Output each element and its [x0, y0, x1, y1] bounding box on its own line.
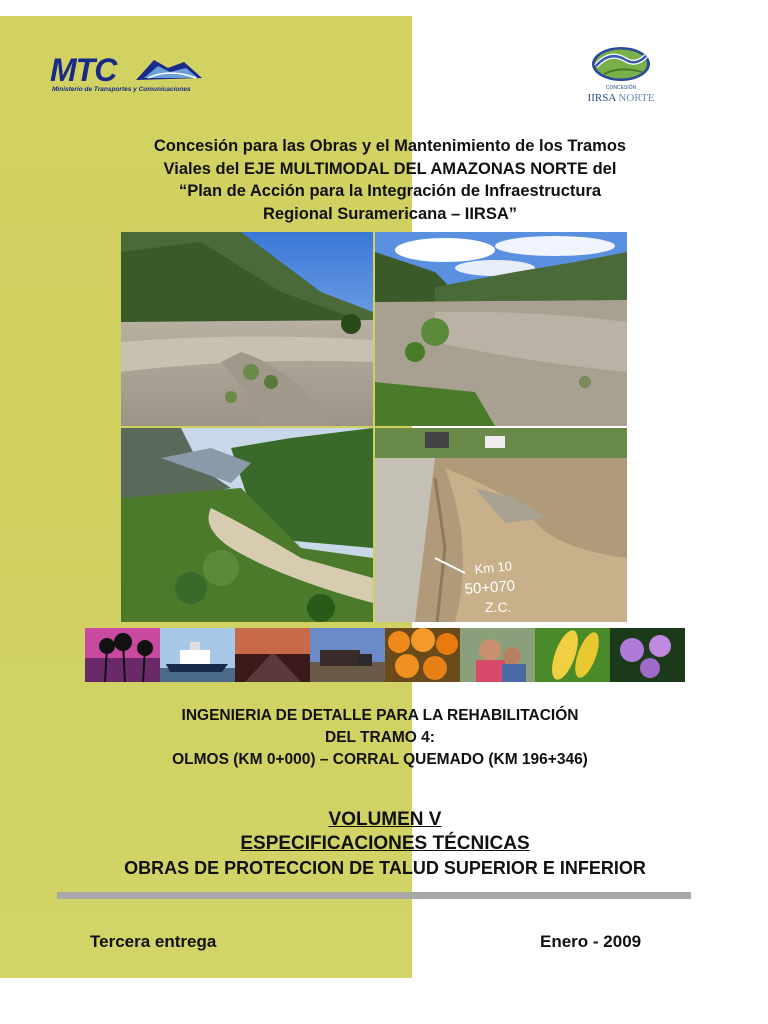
- volume-block: [40, 808, 730, 880]
- strip-palm-trees: [85, 628, 160, 682]
- strip-orchids: [610, 628, 685, 682]
- mtc-logo: [50, 52, 210, 96]
- strip-oranges: [385, 628, 460, 682]
- main-title: [90, 135, 690, 225]
- strip-child: [460, 628, 535, 682]
- iirsa-name-part2: NORTE: [618, 92, 655, 104]
- mtc-logo-subtitle: Ministerio de Transportes y Comunicaciones: [52, 86, 191, 93]
- photo-wide-riverbed: [375, 232, 627, 426]
- project-line-1: INGENIERIA DE DETALLE PARA LA REHABILITACIÓN: [181, 707, 579, 724]
- project-title: [100, 705, 660, 771]
- project-line-2: DEL TRAMO 4:: [325, 729, 435, 746]
- edition-label: Tercera entrega: [90, 932, 217, 951]
- iirsa-name-part1: IIRSA: [587, 92, 616, 104]
- divider-bar: [57, 892, 691, 899]
- volume-subtitle: ESPECIFICACIONES TÉCNICAS: [240, 833, 530, 854]
- iirsa-norte-logo: [582, 44, 662, 110]
- title-line-4: Regional Suramericana – IIRSA”: [262, 204, 517, 223]
- image-strip: [85, 628, 685, 682]
- photo-eroded-embankment: [375, 428, 627, 622]
- photo-river-canyon: [121, 428, 373, 622]
- mtc-swoosh-icon: [134, 56, 204, 82]
- title-line-2: Viales del EJE MULTIMODAL DEL AMAZONAS NORTE del: [163, 159, 617, 178]
- project-line-3: OLMOS (KM 0+000) – CORRAL QUEMADO (KM 196+346): [172, 751, 588, 768]
- photo-grid: [121, 232, 627, 622]
- volume-description: OBRAS DE PROTECCION DE TALUD SUPERIOR E INFERIOR: [124, 858, 646, 878]
- strip-corn: [535, 628, 610, 682]
- date-label: Enero - 2009: [540, 932, 642, 951]
- iirsa-emblem-icon: [590, 44, 652, 84]
- field-note-3: Z.C.: [485, 599, 512, 615]
- field-note-1: Km 10: [473, 558, 513, 577]
- strip-road-sunset: [235, 628, 310, 682]
- strip-truck: [310, 628, 385, 682]
- iirsa-small-text: CONCESIÓN: [605, 85, 637, 91]
- title-line-3: “Plan de Acción para la Integración de Infraestructura: [178, 182, 602, 200]
- photo-dry-riverbed: [121, 232, 373, 426]
- field-note-2: 50+070: [464, 577, 516, 598]
- mtc-logo-text: MTC: [50, 52, 117, 88]
- title-line-1: Concesión para las Obras y el Mantenimiento de los Tramos: [153, 137, 627, 155]
- iirsa-name: [582, 92, 660, 104]
- strip-ship: [160, 628, 235, 682]
- volume-title: VOLUMEN V: [328, 809, 442, 830]
